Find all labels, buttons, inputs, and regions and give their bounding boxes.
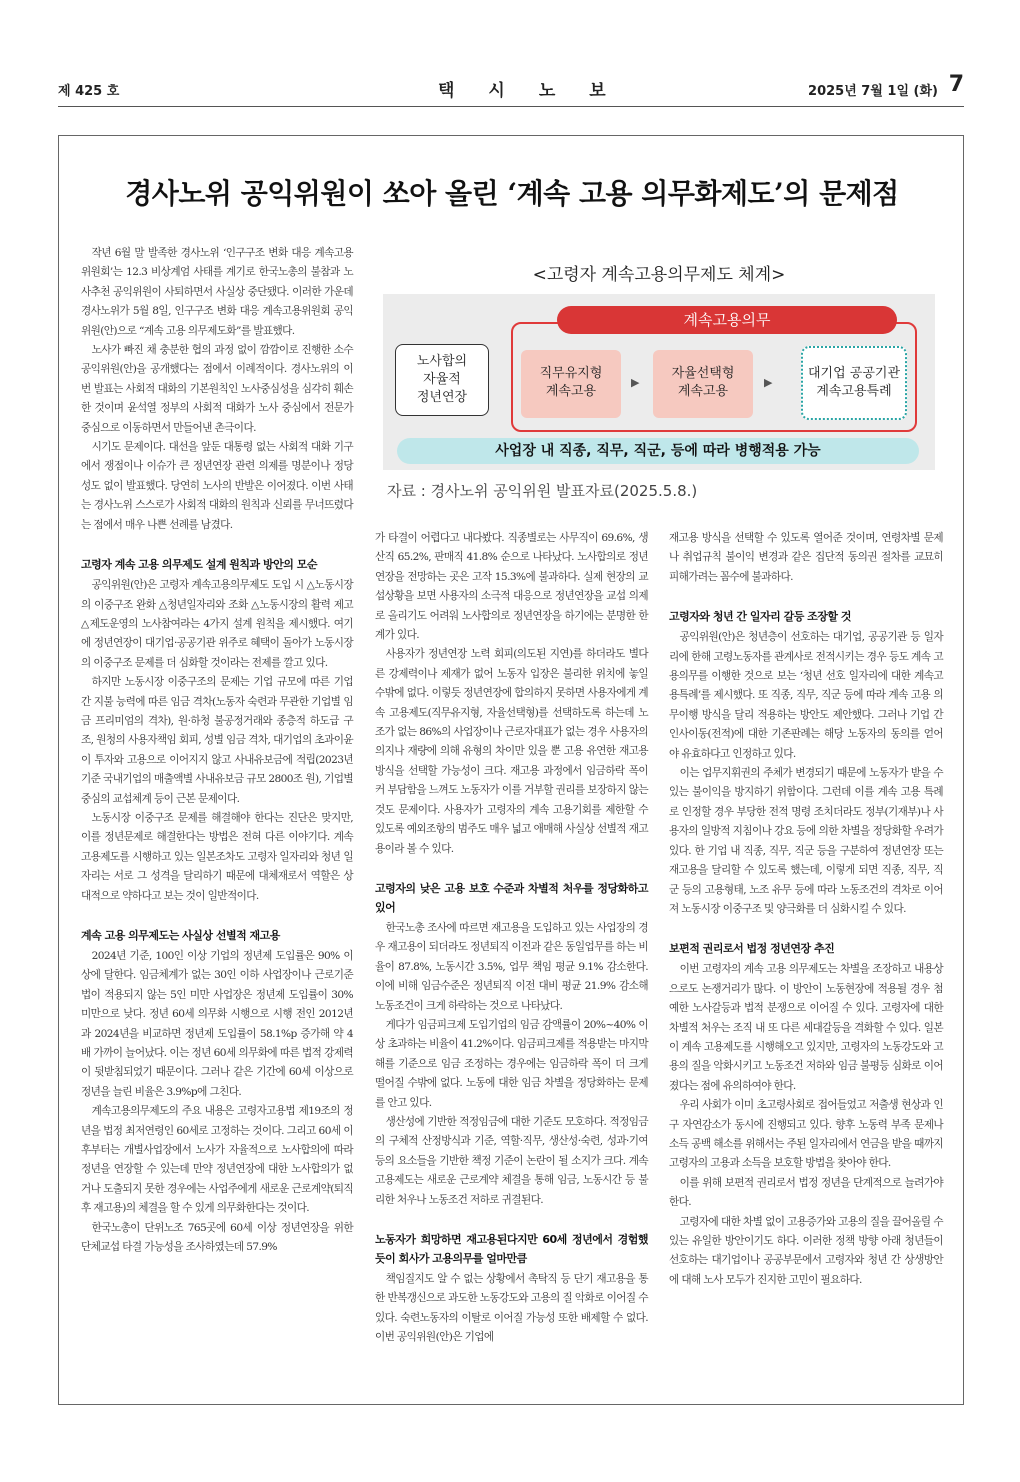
paragraph: 책임질지도 알 수 없는 상황에서 촉탁직 등 단기 재고용을 통한 반복갱신으로 과도한 노동강도와 고용의 질 악화로 이어질 수 있다. 숙련노동자의 이탈로 이어질 가능성 또한 배제할 수 없다. 이번 공익위원(안)은 기업에	[375, 1273, 648, 1344]
paragraph: 우리 사회가 이미 초고령사회로 접어들었고 저출생 현상과 인구 자연감소가 동시에 진행되고 있다. 향후 노동력 부족 문제나 소득 공백 해소를 위해서는 주된 일자리에서 연금을 받을 때까지 고령자의 고용과 소득을 보호할 방법을 찾아야 한다.	[669, 1099, 943, 1170]
publication-date: 2025년 7월 1일 (화)	[808, 84, 938, 99]
issue-number: 제 425 호	[58, 84, 120, 99]
arrow-right-icon: ▶	[631, 376, 640, 389]
column-3	[669, 529, 943, 1290]
voluntary-extension-box: 노사합의 자율적 정년연장	[395, 344, 489, 416]
paragraph: 이번 고령자의 계속 고용 의무제도는 차별을 조장하고 내용상으로도 논쟁거리가 많다. 이 방안이 노동현장에 적용될 경우 첨예한 노사갈등과 법적 분쟁으로 이어질 수 있다. 고령자에 대한 차별적 처우는 조직 내 또 다른 세대갈등을 격화할 수 있다. 일본이 계속 고용제도를 시행해오고 있지만, 고령자의 노동강도와 고용의 질을 악화시키고 노동조건 저하와 임금 불평등 심화로 이어졌다는 점에 유의하여야 한다.	[669, 963, 943, 1092]
figure	[383, 254, 935, 502]
figure-title: <고령자 계속고용의무제도 체계>	[532, 265, 786, 285]
figure-diagram	[383, 294, 935, 470]
figure-source: 자료 : 경사노위 공익위원 발표자료(2025.5.8.)	[387, 482, 698, 500]
article-frame	[58, 135, 964, 1405]
masthead	[58, 72, 964, 107]
parallel-application-bar: 사업장 내 직종, 직무, 직군, 등에 따라 병행적용 가능	[397, 438, 919, 464]
column-2	[375, 529, 648, 1348]
section-heading: 고령자와 청년 간 일자리 갈등 조장할 것	[669, 610, 851, 624]
paragraph: 재고용 방식을 선택할 수 있도록 열어준 것이며, 연령차별 문제나 취업규칙 불이익 변경과 같은 집단적 동의권 절차를 교묘히 피해가려는 꼼수에 불과하다.	[669, 532, 943, 583]
column-1	[81, 244, 353, 1258]
paragraph: 사용자가 정년연장 노력 회피(의도된 지연)를 하더라도 별다른 강제력이나 제재가 없어 노동자 입장은 불리한 위치에 놓일 수밖에 없다. 이렇듯 정년연장에 합의하지 못하면 사용자에게 계속 고용제도(직무유지형, 자율선택형)를 선택하도록 하는데 노조가 없는 86%의 사업장이나 근로자대표가 없는 경우 사용자의 의지나 재량에 의해 유형의 차이만 있을 뿐 고용 유연한 재고용 방식을 선택할 가능성이 크다. 재고용 과정에서 임금하락 폭이 커 부담함을 느껴도 노동자가 이를 거부할 권리를 보장하지 않는 것도 문제이다. 사용자가 고령자의 계속 고용기회를 제한할 수 있도록 예외조항의 범주도 매우 넓고 애매해 사실상 선별적 재고용이라 볼 수 있다.	[375, 648, 648, 855]
job-retention-box: 직무유지형 계속고용	[521, 350, 621, 418]
mandate-label: 계속고용의무	[557, 306, 897, 334]
paragraph: 생산성에 기반한 적정임금에 대한 기준도 모호하다. 적정임금의 구체적 산정방식과 기준, 역할·직무, 생산성·숙련, 성과·기여 등의 요소들을 기반한 책정 기준이 논란이 될 소지가 크다. 계속 고용제도는 새로운 근로계약 체결을 통해 임금, 노동시간 등 불리한 처우나 노동조건 저하로 귀결된다.	[375, 1115, 648, 1206]
section-heading: 노동자가 희망하면 재고용된다지만 60세 정년에서 경험했듯이 회사가 고용의무를 얼마만큼	[375, 1233, 648, 1265]
headline: 경사노위 공익위원이 쏘아 올린 ‘계속 고용 의무화제도’의 문제점	[125, 177, 899, 210]
paragraph: 작년 6월 말 발족한 경사노위 ‘인구구조 변화 대응 계속고용위원회’는 12.3 비상계엄 사태를 계기로 한국노총의 불참과 노사추천 공익위원이 사퇴하면서 사실상 중단됐다. 이러한 가운데 경사노위가 5월 8일, 인구구조 변화 대응 계속고용위원회 공익위원(안)으로 “계속 고용 의무제도화”를 발표했다.	[81, 247, 353, 337]
arrow-right-icon: ▶	[764, 376, 773, 389]
section-heading: 보편적 권리로서 법정 정년연장 추진	[669, 942, 835, 956]
paragraph: 고령자에 대한 차별 없이 고용증가와 고용의 질을 끌어올릴 수 있는 유일한 방안이기도 하다. 이러한 정책 방향 아래 청년들이 선호하는 대기업이나 공공부문에서 고령자와 청년 간 상생방안에 대해 노사 모두가 진지한 고민이 필요하다.	[669, 1215, 943, 1286]
paragraph: 이는 업무지휘권의 주체가 변경되기 때문에 노동자가 받을 수 있는 불이익을 방지하기 위함이다. 그런데 이를 계속 고용 특례로 인정할 경우 부당한 전적 명령 조치더라도 정부(기재부)나 사용자의 일방적 지침이나 강요 등에 의한 차별을 정당화할 우려가 있다. 한 기업 내 직종, 직무, 직군 등을 구분하여 정년연장 또는 재고용을 달리할 수 있도록 했는데, 이렇게 되면 직종, 직무, 직군 등의 고용형태, 노조 유무 등에 따라 노동조건의 격차로 이어져 노동시장 이중구조 및 양극화를 더 심화시킬 수 있다.	[669, 767, 943, 915]
paragraph: 게다가 임금피크제 도입기업의 임금 감액률이 20%~40% 이상 초과하는 비율이 41.2%이다. 임금피크제를 적용받는 마지막 해를 기준으로 임금 조정하는 경우에는 임금하락 폭이 더 크게 떨어질 수밖에 없다. 노동에 대한 임금 차별을 정당화하는 문제를 안고 있다.	[375, 1018, 648, 1109]
paragraph: 노동시장 이중구조 문제를 해결해야 한다는 진단은 맞지만, 이를 정년문제로 해결한다는 방법은 전혀 다른 이야기다. 계속 고용제도를 시행하고 있는 일본조차도 고령자 일자리와 청년 일자리는 서로 그 성격을 달리하기 때문에 대체재로서 역할은 상대적으로 약하다고 보는 것이 일반적이다.	[81, 811, 353, 902]
paragraph: 한국노총이 단위노조 765곳에 60세 이상 정년연장을 위한 단체교섭 타결 가능성을 조사하였는데 57.9%	[81, 1221, 353, 1254]
paragraph: 하지만 노동시장 이중구조의 문제는 기업 규모에 따른 기업 간 지불 능력에 따른 임금 격차(노동자 숙련과 무관한 기업별 임금 프리미엄의 격차), 원·하청 불공정거래와 종층적 하도급 구조, 원청의 사용자책임 회피, 성별 임금 격차, 대기업의 초과이윤이 투자와 고용으로 이어지지 않고 사내유보금에 적립(2023년 기준 국내기업의 매출액별 사내유보금 규모 2800조 원), 기업별 중심의 교섭체계 등이 근본 문제이다.	[81, 676, 353, 805]
special-provision-box: 대기업 공공기관 계속고용특례	[801, 346, 907, 420]
paragraph: 이를 위해 보편적 권리로서 법정 정년을 단계적으로 늘려가야 한다.	[669, 1176, 943, 1209]
section-heading: 고령자의 낮은 고용 보호 수준과 차별적 처우를 정당화하고 있어	[375, 881, 648, 914]
paper-name: 택시노보	[438, 81, 640, 101]
paragraph: 노사가 빠진 채 충분한 협의 과정 없이 깜깜이로 진행한 소수 공익위원(안)을 공개했다는 점에서 이례적이다. 경사노위의 이번 발표는 사회적 대화의 기본원칙인 노사중심성을 심각히 훼손한 것이며 윤석열 정부의 사회적 대화가 노사 중심에서 전문가 중심으로 이동하면서 만들어낸 촌극이다.	[81, 344, 353, 434]
paragraph: 계속고용의무제도의 주요 내용은 고령자고용법 제19조의 정년을 법정 최저연령인 60세로 고정하는 것이다. 그리고 60세 이후부터는 개별사업장에서 노사가 자율적으로 노사합의에 따라 정년을 연장할 수 있는데 만약 정년연장에 대한 노사합의가 없거나 도출되지 못한 경우에는 사업주에게 새로운 근로계약(퇴직 후 재고용)의 체결을 할 수 있게 의무화한다는 것이다.	[81, 1105, 353, 1215]
paragraph: 시기도 문제이다. 대선을 앞둔 대통령 없는 사회적 대화 기구에서 쟁점이나 이슈가 큰 정년연장 관련 의제를 명분이나 정당성도 없이 발표했다. 당연히 노사의 반발은 이어졌다. 이번 사태는 경사노위 스스로가 사회적 대화의 원칙과 신뢰를 무너뜨렸다는 점에서 매우 나쁜 선례를 남겼다.	[81, 441, 353, 531]
paragraph: 공익위원(안)은 청년층이 선호하는 대기업, 공공기관 등 일자리에 한해 고령노동자를 관계사로 전적시키는 경우 등도 계속 고용의무를 이행한 것으로 보는 ‘청년 선호 일자리에 대한 계속고용특례’를 제시했다. 또 직종, 직무, 직군 등에 따라 계속 고용 의무이행 방식을 달리 적용하는 방안도 제안했다. 그러나 기업 간 인사이동(전적)에 대한 기존판례는 해당 노동자의 동의를 얻어야 유효하다고 인정하고 있다.	[669, 631, 943, 760]
paragraph: 가 타결이 어렵다고 내다봤다. 직종별로는 사무직이 69.6%, 생산직 65.2%, 판매직 41.8% 순으로 나타났다. 노사합의로 정년연장을 전망하는 곳은 고작 15.3%에 불과하다. 실제 현장의 교섭상황을 보면 사용자의 소극적 대응으로 정년연장을 교섭 의제로 올리기도 어려워 노사합의로 정년연장을 하기에는 분명한 한계가 있다.	[375, 532, 648, 642]
page-number: 7	[948, 72, 964, 97]
section-heading: 고령자 계속 고용 의무제도 설계 원칙과 방안의 모순	[81, 558, 317, 572]
self-selection-box: 자율선택형 계속고용	[653, 350, 753, 418]
paragraph: 한국노총 조사에 따르면 재고용을 도입하고 있는 사업장의 경우 재고용이 되더라도 정년퇴직 이전과 같은 동일업무를 하는 비율이 87.8%, 노동시간 3.5%, 업무 책임 평균 9.1% 감소한다. 이에 비해 임금수준은 정년퇴직 이전 대비 평균 21.9% 감소해 노동조건이 크게 하락하는 것으로 나타났다.	[375, 921, 648, 1012]
section-heading: 계속 고용 의무제도는 사실상 선별적 재고용	[81, 929, 280, 942]
paragraph: 2024년 기준, 100인 이상 기업의 정년제 도입률은 90% 이상에 달한다. 임금체계가 없는 30인 이하 사업장이나 근로기준법이 적용되지 않는 5인 미만 사업장은 정년제 도입률이 30% 미만으로 낮다. 정년 60세 의무화 시행으로 시행 전인 2012년과 2024년을 비교하면 정년제 도입률이 58.1%p 증가해 약 4배 가까이 늘어났다. 이는 정년 60세 의무화에 따른 법적 강제력이 뒷받침되었기 때문이다. 그러나 같은 기간에 60세 이상으로 정년을 늘린 비율은 3.9%p에 그친다.	[81, 950, 353, 1098]
paragraph: 공익위원(안)은 고령자 계속고용의무제도 도입 시 △노동시장의 이중구조 완화 △청년일자리와 조화 △노동시장의 활력 제고 △제도운영의 노사참여라는 4가지 설계 원칙을 제시했다. 여기에 정년연장이 대기업·공공기관 위주로 혜택이 돌아가 노동시장의 이중구조 문제를 더 심화할 것이라는 전제를 깔고 있다.	[81, 579, 353, 669]
